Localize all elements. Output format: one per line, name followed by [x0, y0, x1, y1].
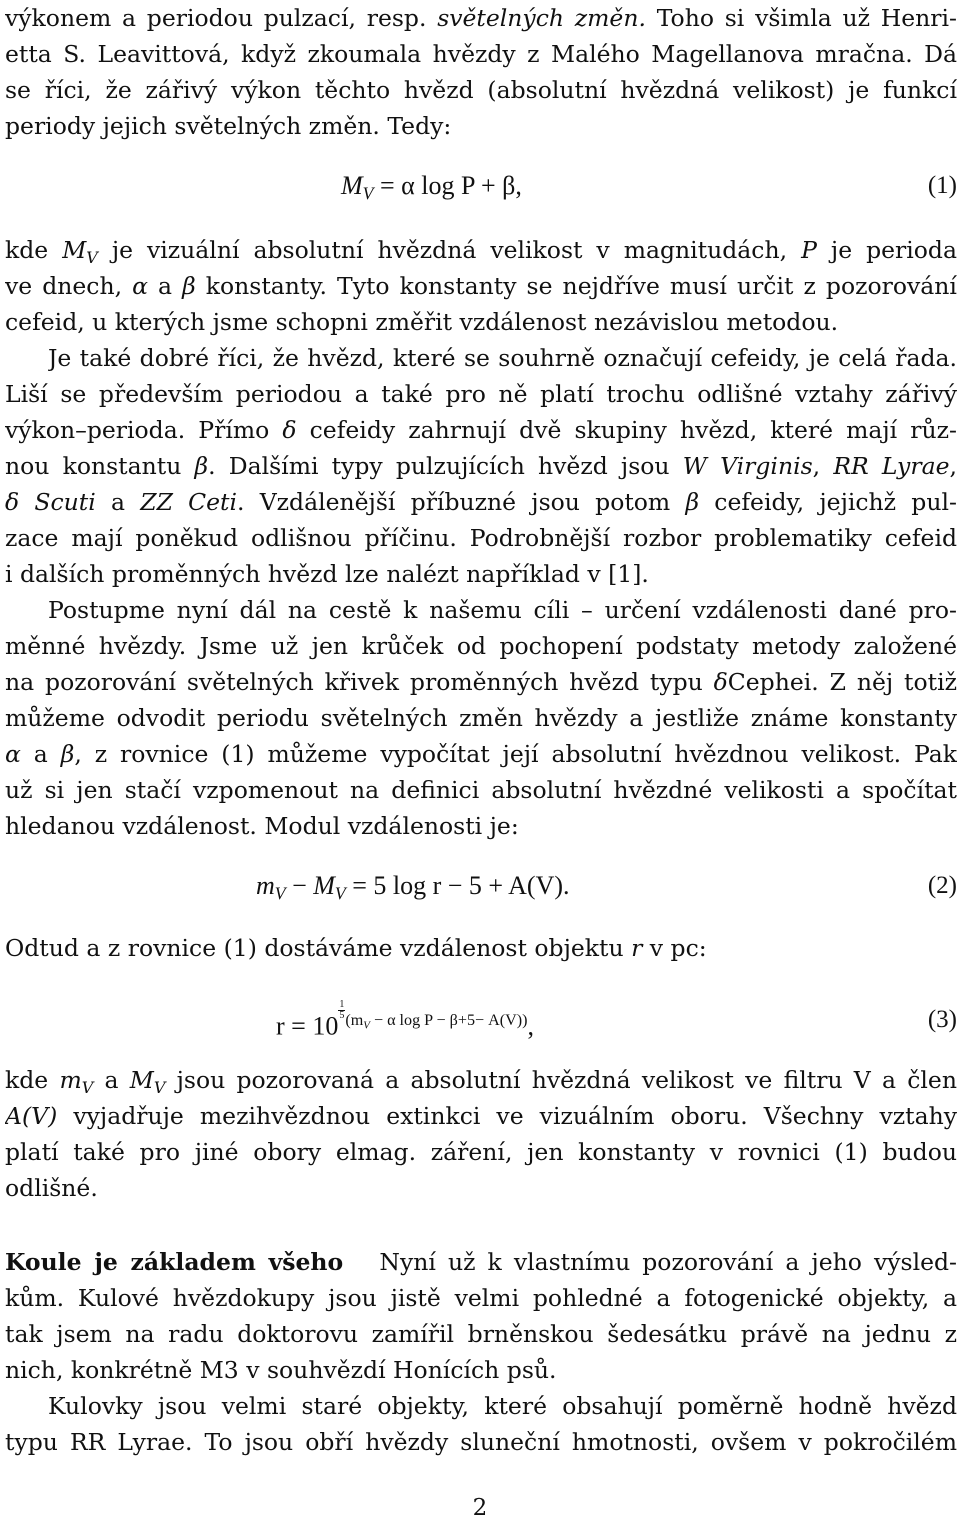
- text-line: Je také dobré říci, že hvězd, které se souhrně označují cefeidy, je celá řada.: [48, 344, 957, 372]
- text-line: cefeid, u kterých jsme schopni změřit vzdálenost nezávislou metodou.: [5, 308, 839, 336]
- equation-3: r = 10 $^{\frac{1}{5} (m_V - \alpha log P - \beta+5- A(V))}$,: [276, 999, 534, 1041]
- text-line: na pozorování světelných křivek proměnných hvězd typu δCephei. Z něj totiž: [5, 668, 957, 696]
- page-number: 2: [472, 1495, 488, 1521]
- fraction: $\frac{1}{5}$: [339, 999, 345, 1021]
- text-line: kde $m_V$ a $M_V$ jsou pozorovaná a absolutní hvězdná velikost ve filtru V a člen: [5, 1066, 957, 1097]
- text-line: typu RR Lyrae. To jsou obří hvězdy sluneční hmotnosti, ovšem v pokročilém: [5, 1428, 957, 1456]
- text-line: zace mají poněkud odlišnou příčinu. Podrobnější rozbor problematiky cefeid: [5, 524, 957, 552]
- text-line: Kulovky jsou velmi staré objekty, které obsahují poměrně hodně hvězd: [48, 1392, 957, 1420]
- section-title: Koule je základem všeho: [5, 1248, 344, 1276]
- text-line: δ Scuti a ZZ Ceti. Vzdálenější příbuzné jsou potom β cefeidy, jejichž pul-: [5, 488, 957, 516]
- equation-2: $m_V - M_V = 5$ log r − 5 + A(V).: [256, 871, 570, 904]
- text-line: nou konstantu β. Dalšími typy pulzujících hvězd jsou W Virginis, RR Lyrae,: [5, 452, 957, 480]
- text-line: Koule je základem všeho Nyní už k vlastnímu pozorování a jeho výsled-: [5, 1248, 957, 1276]
- text-line: se říci, že zářivý výkon těchto hvězd (absolutní hvězdná velikost) je funkcí: [5, 76, 957, 104]
- text-line: platí také pro jiné obory elmag. záření, jen konstanty v rovnici (1) budou: [5, 1138, 957, 1166]
- text-line: výkonem a periodou pulzací, resp. světelných změn. Toho si všimla už Henri-: [5, 4, 957, 32]
- text-line: Liší se především periodou a také pro ně platí trochu odlišné vztahy zářivý: [5, 380, 957, 408]
- text-line: kům. Kulové hvězdokupy jsou jistě velmi pohledné a fotogenické objekty, a: [5, 1284, 957, 1312]
- equation-number: (2): [927, 872, 957, 899]
- text-line: hledanou vzdálenost. Modul vzdálenosti je:: [5, 812, 519, 840]
- text-line: měnné hvězdy. Jsme už jen krůček od pochopení podstaty metody založené: [5, 632, 957, 660]
- text-line: Odtud a z rovnice (1) dostáváme vzdálenost objektu r v pc:: [5, 934, 707, 962]
- text-line: odlišné.: [5, 1174, 98, 1202]
- text-line: tak jsem na radu doktorovu zamířil brněnskou šedesátku právě na jednu z: [5, 1320, 957, 1348]
- equation-number: (1): [927, 172, 957, 199]
- text-line: ve dnech, α a β konstanty. Tyto konstanty se nejdříve musí určit z pozorování: [5, 272, 957, 300]
- text-line: Postupme nyní dál na cestě k našemu cíli – určení vzdálenosti dané pro-: [48, 596, 957, 624]
- text-line: periody jejich světelných změn. Tedy:: [5, 112, 452, 140]
- text-line: výkon–perioda. Přímo δ cefeidy zahrnují dvě skupiny hvězd, které mají růz-: [5, 416, 957, 444]
- equation-1: $M_V = \alpha$ log P + β,: [341, 171, 522, 204]
- text-line: kde $M_V$ je vizuální absolutní hvězdná velikost v magnitudách, P je perioda: [5, 236, 957, 267]
- text-line: A(V) vyjadřuje mezihvězdnou extinkci ve vizuálním oboru. Všechny vztahy: [5, 1102, 957, 1130]
- text-line: α a β, z rovnice (1) můžeme vypočítat její absolutní hvězdnou velikost. Pak: [5, 740, 957, 768]
- equation-number: (3): [927, 1006, 957, 1033]
- text-line: nich, konkrétně M3 v souhvězdí Honících psů.: [5, 1356, 557, 1384]
- text-line: etta S. Leavittová, když zkoumala hvězdy z Malého Magellanova mračna. Dá: [5, 40, 957, 68]
- text-line: i dalších proměnných hvězd lze nalézt například v [1].: [5, 560, 649, 588]
- text-line: můžeme odvodit periodu světelných změn hvězdy a jestliže známe konstanty: [5, 704, 957, 732]
- text-line: už si jen stačí vzpomenout na definici absolutní hvězdné velikosti a spočítat: [5, 776, 957, 804]
